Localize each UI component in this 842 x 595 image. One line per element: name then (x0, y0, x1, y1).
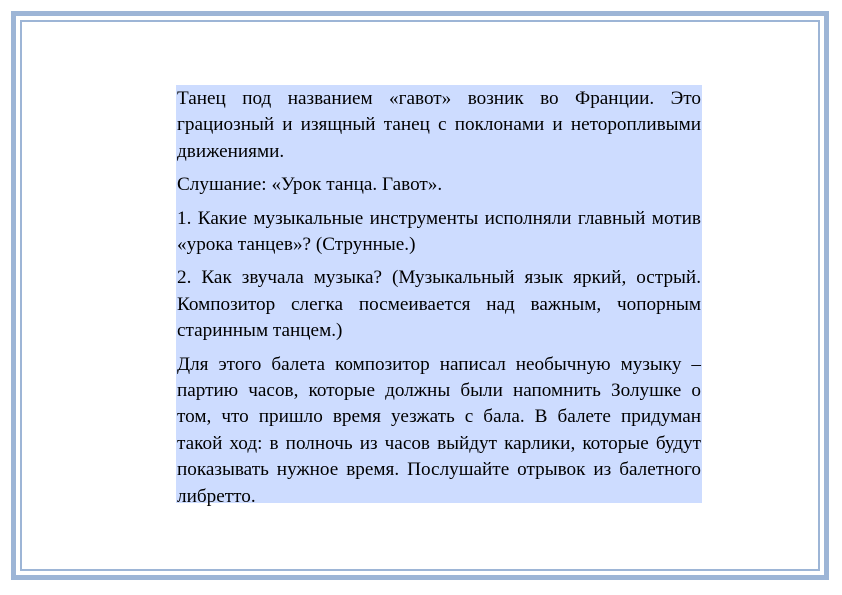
paragraph-question-2: 2. Как звучала музыка? (Музыкальный язык яркий, острый. Композитор слегка посмеивается над важным, чопорным старинным танцем.) (177, 267, 701, 342)
paragraph-ballet-clock: Для этого балета композитор написал необычную музыку – партию часов, которые должны были напомнить Золушке о том, что пришло время уезжать с бала. В балете придуман такой ход: в полночь из часов выйдут карлики, которые будут показывать нужное время. Послушайте отрывок из балетного либретто. (177, 353, 701, 507)
paragraph-question-1: 1. Какие музыкальные инструменты исполняли главный мотив «урока танцев»? (Струнные.) (177, 207, 701, 256)
text-block (176, 85, 702, 507)
paragraph-gavot-intro: Танец под названием «гавот» возник во Франции. Это грациозный и изящный танец с поклонами и неторопливыми движениями. (177, 88, 701, 162)
paragraph-listening-title: Слушание: «Урок танца. Гавот». (177, 174, 443, 196)
